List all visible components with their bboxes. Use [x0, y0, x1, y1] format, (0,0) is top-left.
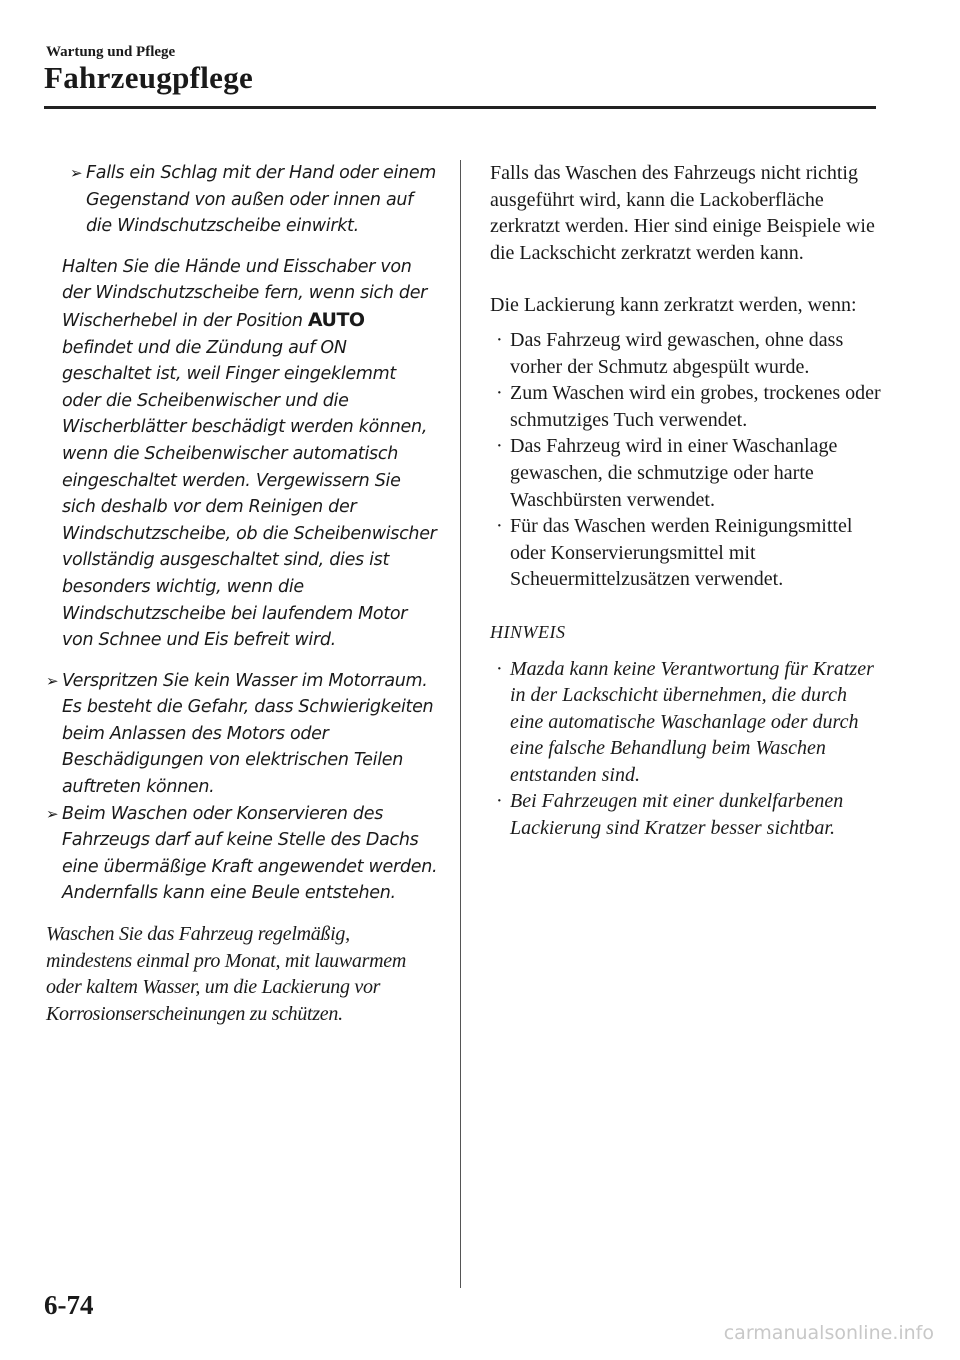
caution-item-roof — [46, 801, 438, 907]
dot-bullet-icon: · — [496, 328, 503, 351]
condition-list-item — [490, 327, 885, 380]
note-text: Bei Fahrzeugen mit einer dunkelfarbenen Lackierung sind Kratzer besser sichtbar. — [510, 790, 844, 840]
condition-list-item — [490, 513, 885, 593]
arrow-bullet-icon: ➢ — [70, 164, 83, 182]
caution-paragraph-text-start: Halten Sie die Hände und Eisschaber von der Windschutzscheibe fern, wenn sich der Wischerhebel in der Position — [62, 256, 428, 331]
caution-paragraph-text-end: befindet und die Zündung auf ON geschaltet ist, weil Finger eingeklemmt oder die Scheibenwischer und die Wischerblätter beschädigt werden können, wenn die Scheibenwischer automatisch eingeschaltet werden. Vergewissern Sie sich deshalb vor dem Reinigen der Windschutzscheibe, ob die Scheibenwischer vollständig ausgeschaltet sind, dies ist besonders wichtig, wenn die Windschutzscheibe bei laufendem Motor von Schnee und Eis befreit wird. — [62, 337, 437, 651]
caution-paragraph-wiper — [46, 254, 438, 654]
condition-text: Für das Waschen werden Reinigungsmittel oder Konservierungsmittel mit Scheuermittelzusätzen verwendet. — [510, 515, 853, 591]
dot-bullet-icon: · — [496, 657, 503, 680]
note-heading: HINWEIS — [490, 621, 566, 642]
condition-list-item — [490, 433, 885, 513]
caution-item-text: Falls ein Schlag mit der Hand oder einem Gegenstand von außen oder innen auf die Windschutzscheibe einwirkt. — [86, 163, 437, 237]
page-title: Fahrzeugpflege — [44, 60, 254, 95]
condition-text: Das Fahrzeug wird in einer Waschanlage gewaschen, die schmutzige oder harte Waschbürsten verwendet. — [510, 435, 838, 511]
scratch-conditions-intro: Die Lackierung kann zerkratzt werden, wenn: — [490, 294, 857, 317]
auto-position-symbol: AUTO — [307, 308, 365, 331]
wash-regularly-paragraph: Waschen Sie das Fahrzeug regelmäßig, mindestens einmal pro Monat, mit lauwarmem oder kaltem Wasser, um die Lackierung vor Korrosionserscheinungen zu schützen. — [46, 923, 406, 1025]
note-text: Mazda kann keine Verantwortung für Kratzer in der Lackschicht übernehmen, die durch eine automatische Waschanlage oder durch eine falsche Behandlung beim Waschen entstanden sind. — [510, 657, 874, 786]
condition-text: Das Fahrzeug wird gewaschen, ohne dass vorher der Schmutz abgespült wurde. — [510, 328, 844, 378]
condition-list-item — [490, 380, 885, 433]
section-label: Wartung und Pflege — [46, 44, 176, 60]
condition-text: Zum Waschen wird ein grobes, trockenes oder schmutziges Tuch verwendet. — [510, 382, 881, 431]
dot-bullet-icon: · — [496, 790, 503, 813]
scratch-intro-paragraph: Falls das Waschen des Fahrzeugs nicht richtig ausgeführt wird, kann die Lackoberfläche zerkratzt werden. Hier sind einige Beispiele wie die Lackschicht zerkratzt werden kann. — [490, 162, 875, 264]
caution-item-text: Verspritzen Sie kein Wasser im Motorraum. Es besteht die Gefahr, dass Schwierigkeiten beim Anlassen des Motors oder Beschädigungen von elektrischen Teilen auftreten können. — [62, 670, 434, 798]
dot-bullet-icon: · — [496, 515, 503, 538]
caution-item-engine-water — [46, 668, 438, 801]
column-divider — [460, 160, 461, 1288]
caution-item-windshield — [46, 160, 438, 240]
left-column — [46, 160, 438, 1027]
arrow-bullet-icon: ➢ — [46, 804, 59, 823]
note-list-item — [490, 788, 885, 841]
title-rule — [44, 106, 876, 109]
caution-item-text: Beim Waschen oder Konservieren des Fahrzeugs darf auf keine Stelle des Dachs eine übermäßige Kraft angewendet werden. Andernfalls kann eine Beule entstehen. — [62, 803, 438, 904]
arrow-bullet-icon: ➢ — [46, 671, 59, 690]
dot-bullet-icon: · — [496, 435, 503, 458]
note-list-item — [490, 656, 885, 789]
dot-bullet-icon: · — [496, 382, 503, 405]
watermark: carmanualsonline.info — [723, 1322, 934, 1344]
right-column — [490, 160, 885, 842]
page-number: 6-74 — [44, 1290, 94, 1320]
